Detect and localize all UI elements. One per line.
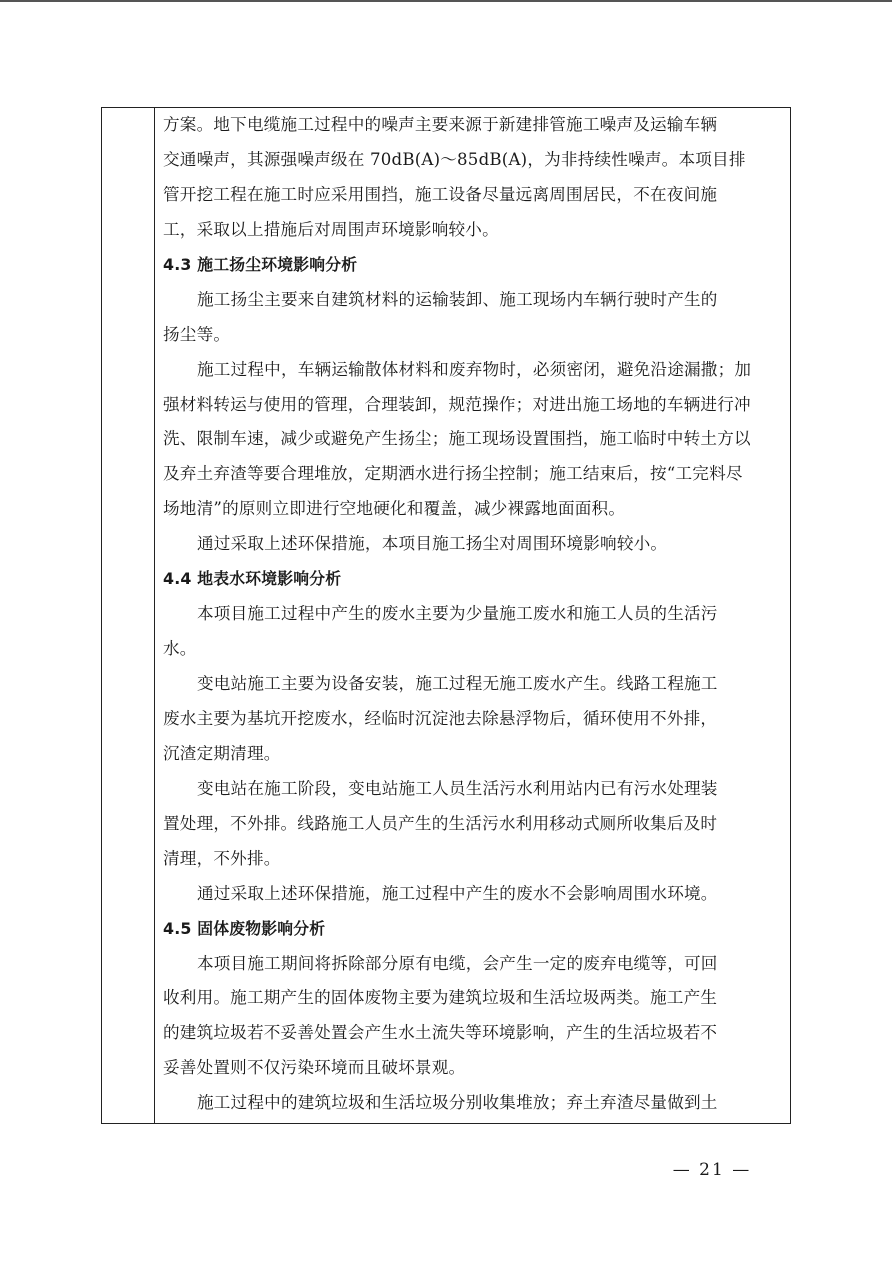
paragraph-first-line: 本项目施工期间将拆除部分原有电缆，会产生一定的废弃电缆等，可回 — [197, 953, 718, 973]
text-line: 及弃土弃渣等要合理堆放，定期洒水进行扬尘控制；施工结束后，按“工完料尽 — [163, 464, 743, 484]
text-line: 废水主要为基坑开挖废水，经临时沉淀池去除悬浮物后，循环使用不外排， — [163, 708, 718, 728]
text-line: 扬尘等。 — [163, 324, 231, 344]
section-heading: 4.5 固体废物影响分析 — [163, 918, 326, 938]
text-line: 沉渣定期清理。 — [163, 743, 281, 763]
table-left-column — [102, 108, 155, 1123]
text-line: 水。 — [163, 639, 197, 659]
text-line: 妥善处置则不仅污染环境而且破坏景观。 — [163, 1058, 466, 1078]
paragraph-first-line: 变电站在施工阶段，变电站施工人员生活污水利用站内已有污水处理装 — [197, 778, 718, 798]
text-line: 管开挖工程在施工时应采用围挡，施工设备尽量远离周围居民，不在夜间施 — [163, 184, 718, 204]
paragraph-first-line: 施工过程中，车辆运输散体材料和废弃物时，必须密闭，避免沿途漏撒；加 — [197, 359, 752, 379]
text-line: 方案。地下电缆施工过程中的噪声主要来源于新建排管施工噪声及运输车辆 — [163, 115, 718, 134]
text-line: 工，采取以上措施后对周围声环境影响较小。 — [163, 219, 499, 239]
text-line: 置处理，不外排。线路施工人员产生的生活污水利用移动式厕所收集后及时 — [163, 813, 718, 833]
paragraph-first-line: 施工扬尘主要来自建筑材料的运输装卸、施工现场内车辆行驶时产生的 — [197, 289, 718, 309]
text-line: 场地清”的原则立即进行空地硬化和覆盖，减少裸露地面面积。 — [163, 499, 626, 519]
section-heading: 4.4 地表水环境影响分析 — [163, 569, 342, 589]
text-line: 强材料转运与使用的管理，合理装卸，规范操作；对进出施工场地的车辆进行冲 — [163, 394, 751, 414]
table-frame — [101, 107, 791, 1124]
text-line: 清理，不外排。 — [163, 848, 281, 868]
text-line: 交通噪声，其源强噪声级在 70dB(A)～85dB(A)，为非持续性噪声。本项目排 — [163, 149, 746, 169]
page-number: — 21 — — [672, 1160, 752, 1180]
section-heading: 4.3 施工扬尘环境影响分析 — [163, 254, 358, 274]
paragraph-first-line: 本项目施工过程中产生的废水主要为少量施工废水和施工人员的生活污 — [197, 604, 718, 624]
text-line: 收利用。施工期产生的固体废物主要为建筑垃圾和生活垃圾两类。施工产生 — [163, 988, 718, 1008]
table-content-cell — [163, 108, 784, 1121]
text-line: 洗、限制车速，减少或避免产生扬尘；施工现场设置围挡，施工临时中转土方以 — [163, 429, 751, 449]
text-line: 的建筑垃圾若不妥善处置会产生水土流失等环境影响，产生的生活垃圾若不 — [163, 1023, 718, 1043]
page-top-rule — [0, 0, 892, 2]
paragraph-first-line: 通过采取上述环保措施，本项目施工扬尘对周围环境影响较小。 — [197, 534, 668, 554]
paragraph-first-line: 通过采取上述环保措施，施工过程中产生的废水不会影响周围水环境。 — [197, 883, 718, 903]
paragraph-first-line: 施工过程中的建筑垃圾和生活垃圾分别收集堆放；弃土弃渣尽量做到土 — [197, 1093, 718, 1113]
paragraph-first-line: 变电站施工主要为设备安装，施工过程无施工废水产生。线路工程施工 — [197, 674, 718, 693]
